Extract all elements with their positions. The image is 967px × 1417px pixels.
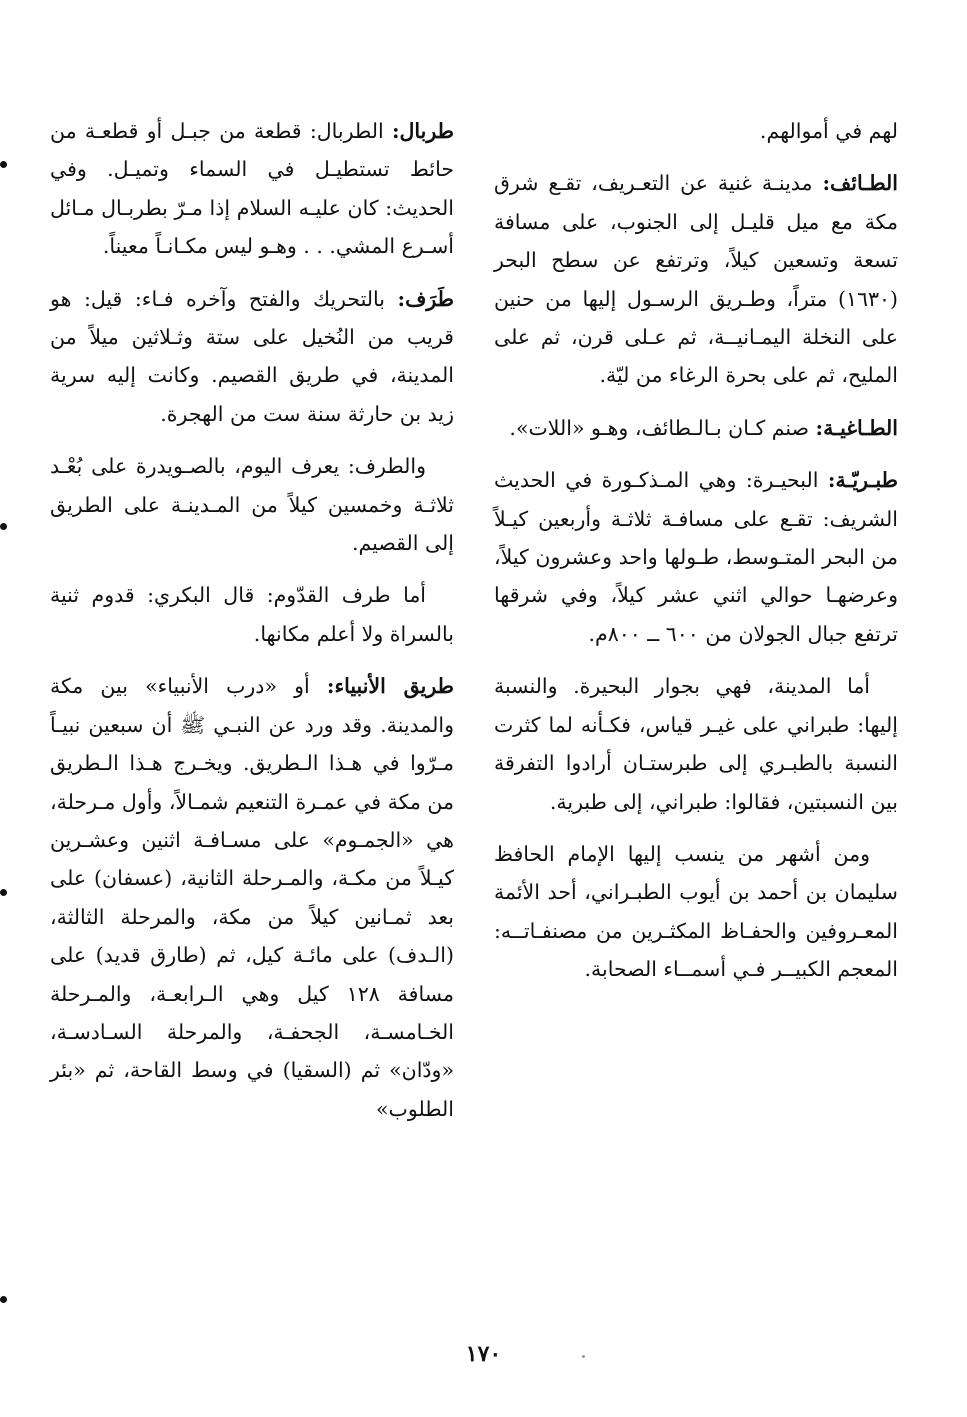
entry-heading: طريق الأنبياء: bbox=[326, 674, 455, 699]
paragraph-tabarani: ومن أشهر من ينسب إليها الإمام الحافظ سليمان بن أحمد بن أيوب الطبـراني، أحد الأئمة المعـروفين والحفـاظ المكثـرين من مصنفـاتــه: المعجم الكبيــر فـي أسمــاء الصحابة. bbox=[494, 841, 898, 982]
left-column bbox=[50, 112, 454, 1142]
entry-body: أو «درب الأنبياء» بين مكة والمدينة. وقد ورد عن النبـي ﷺ أن سبعين نبيـاً مـرّوا في هـذا الـطريق. ويخـرج هـذا الـطريق من مكة في عمـرة التنعيم شمـالاً، وأول مـرحلة، هي «الجمـوم» على مسـافـة اثنين وعشـرين كيـلاً من مكـة، والمـرحلة الثانية، (عسفان) على بعد ثمـانين كيلاً من مكة، والمرحلة الثالثة، (الـدف) على مائـة كيل، ثم (طارق قديد) على مسافة ١٢٨ كيل وهي الـرابعـة، والمـرحلة الخـامسـة، الجحفـة، والمرحلة السـادسـة، «ودّان» ثم (السقيا) في وسط القاحة، ثم «بئر الطلوب» bbox=[50, 674, 454, 1121]
entry-tirbal bbox=[50, 112, 454, 266]
entry-heading: الطـاغيـة: bbox=[815, 415, 898, 440]
paragraph-nisba: أما المدينة، فهي بجوار البحيرة. والنسبة إليها: طبراني على غيـر قياس، فكـأنه لما كثرت النسبة بالطبـري إلى طبرستـان أرادوا التفرقة بين النسبتين، فقالوا: طبراني، إلى طبرية. bbox=[494, 674, 898, 814]
right-column bbox=[494, 112, 898, 1003]
entry-body: بالتحريك والفتح وآخره فـاء: قيل: هو قريب من النُخيل على ستة وثـلاثين ميلاً من المدينة، في طريق القصيم. وكانت إليه سرية زيد بن حارثة سنة ست من الهجرة. bbox=[50, 286, 454, 426]
margin-mark bbox=[0, 161, 7, 168]
entry-taraf bbox=[50, 280, 454, 434]
paragraph-taraf-today: والطرف: يعرف اليوم، بالصـويدرة على بُعْـد ثلاثـة وخمسين كيلاً من المـدينـة على الطريق إلى القصيم. bbox=[50, 454, 454, 556]
paragraph-taraf-qaddum: أما طرف القدّوم: قال البكري: قدوم ثنية بالسراة ولا أعلم مكانها. bbox=[50, 583, 454, 646]
entry-body: مدينـة غنية عن التعـريف، تقـع شرق مكة مع ميل قليـل إلى الجنوب، على مسافة تسعة وتسعين كيلاً، وترتفع عن سطح البحر (١٦٣٠) متراً، وطـريق الرسـول إليها من حنين على النخلة اليمـانيــة، ثم عـلى قرن، ثم على المليح، ثم على بحرة الرغاء من ليّة. bbox=[494, 171, 898, 388]
margin-mark bbox=[0, 889, 7, 896]
continuation-text: لهم في أموالهم. bbox=[759, 119, 898, 143]
scan-speck bbox=[582, 1355, 585, 1358]
page-number: ١٧٠ bbox=[465, 1341, 502, 1367]
entry-heading: طربال: bbox=[391, 119, 454, 143]
entry-tabariya bbox=[494, 461, 898, 653]
margin-mark bbox=[0, 1296, 7, 1303]
entry-body: البحيـرة: وهي المـذكـورة في الحديث الشريف: تقـع على مسافـة ثلاثـة وأربعين كيـلاً من البحر المتـوسط، طـولها واحد وعشرون كيلاً، وعرضهـا حوالي اثني عشر كيلاً، وفي شرقها ترتفع جبال الجولان من ٦٠٠ ــ ٨٠٠م. bbox=[494, 468, 898, 646]
margin-mark bbox=[0, 523, 7, 530]
entry-body: الطربال: قطعة من جبـل أو قطعـة من حائط تستطيـل في السماء وتميـل. وفي الحديث: كان عليـه السلام إذا مـرّ بطربـال مـائل أسـرع المشي. . . وهـو ليس مكـانـاً معيناً. bbox=[50, 119, 454, 259]
entry-heading: طَرَف: bbox=[397, 286, 454, 311]
entry-heading: الطـائف: bbox=[822, 171, 898, 196]
entry-heading: طبـريّـة: bbox=[827, 468, 898, 493]
entry-taghiya bbox=[494, 409, 898, 447]
entry-taif bbox=[494, 164, 898, 394]
entry-body: صنم كـان بـالـطائف، وهـو «اللات». bbox=[509, 415, 809, 440]
entry-tariq-al-anbiya bbox=[50, 667, 454, 1128]
